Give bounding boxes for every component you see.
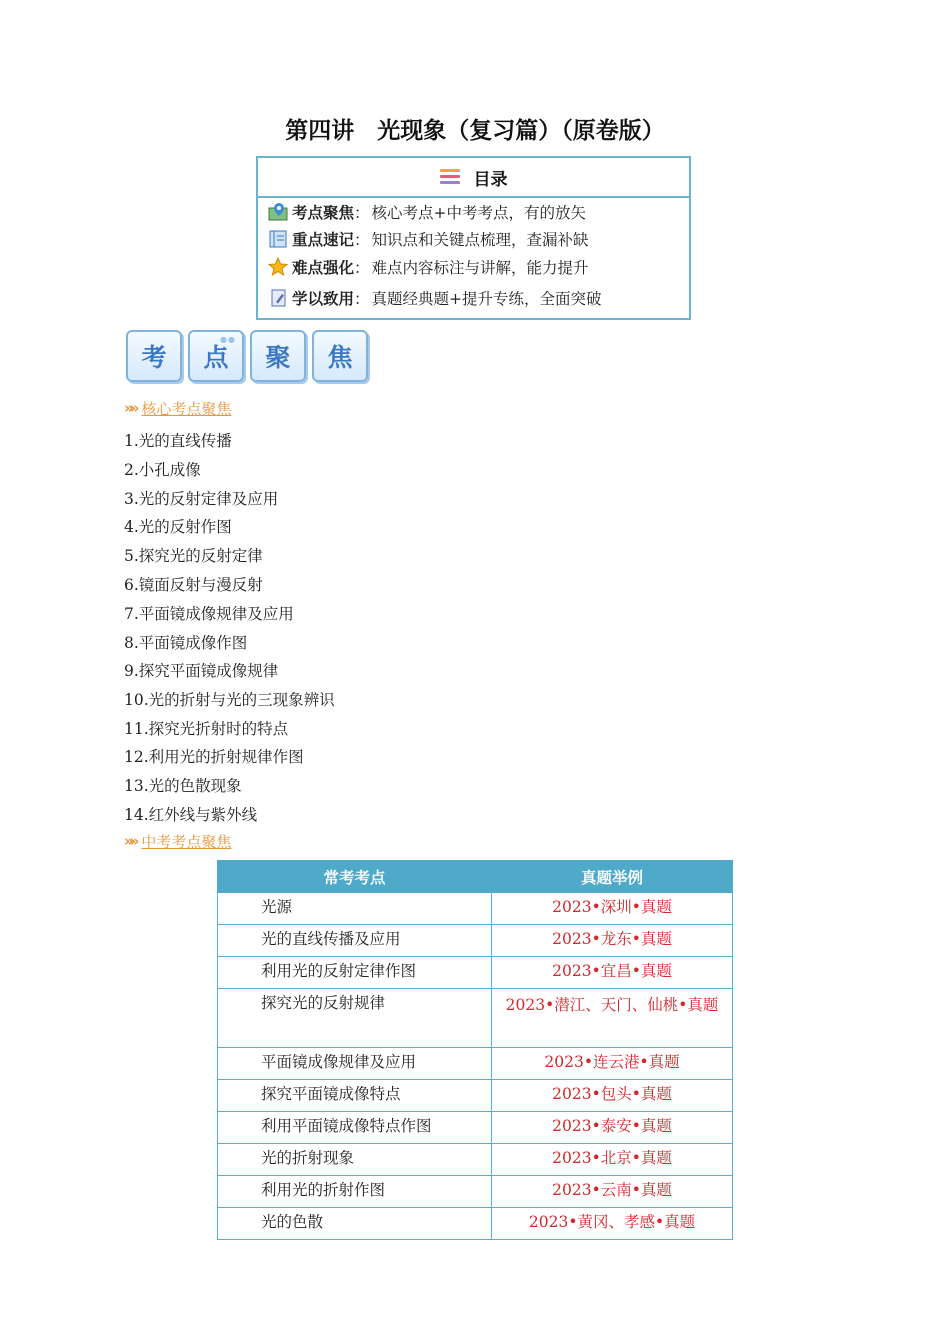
toc-label: 学以致用: [292, 290, 355, 308]
toc-heading: 目录: [473, 169, 508, 190]
exam-points-table: [217, 860, 733, 1240]
table-header-row: [218, 861, 733, 893]
toc-row-1[interactable]: 考点聚焦 ： 核心考点+中考考点，有的放矢: [268, 200, 586, 224]
toc-label: 难点强化: [292, 259, 355, 277]
book-icon: [268, 229, 290, 249]
star-icon: [268, 257, 290, 277]
toc-desc: 知识点和关键点梳理，查漏补缺: [371, 231, 589, 249]
table-row: 光的折射现象 2023•北京•真题: [218, 1144, 733, 1176]
list-item: 7.平面镜成像规律及应用: [124, 605, 294, 623]
table-row: 光源 2023•深圳•真题: [218, 893, 733, 925]
toc-row-4[interactable]: 学以致用 ： 真题经典题+提升专练，全面突破: [268, 286, 602, 310]
table-row: 探究平面镜成像特点 2023•包头•真题: [218, 1080, 733, 1112]
toc-desc: 真题经典题+提升专练，全面突破: [371, 290, 602, 308]
list-item: 8.平面镜成像作图: [124, 634, 248, 652]
list-item: 13.光的色散现象: [124, 777, 242, 795]
toc-header: [258, 158, 689, 198]
list-item: 14.红外线与紫外线: [124, 806, 258, 824]
map-pin-icon: [268, 202, 290, 222]
banner-tile: ●● 点: [188, 330, 244, 382]
exam-section-heading: »» 中考考点聚焦: [124, 832, 232, 851]
toc-desc: 难点内容标注与讲解，能力提升: [371, 259, 589, 277]
page-title: 第四讲 光现象（复习篇）（原卷版）: [285, 118, 665, 144]
edit-note-icon: [268, 288, 290, 308]
table-row: 利用平面镜成像特点作图 2023•泰安•真题: [218, 1112, 733, 1144]
list-item: 6.镜面反射与漫反射: [124, 576, 263, 594]
double-chevron-icon: »»: [124, 832, 136, 850]
toc-box: [256, 156, 691, 320]
list-icon: [440, 169, 460, 185]
double-chevron-icon: »»: [124, 399, 136, 417]
toc-label: 考点聚焦: [292, 204, 355, 222]
list-item: 11.探究光折射时的特点: [124, 720, 289, 738]
banner-tile: 焦: [312, 330, 368, 382]
table-row: 探究光的反射规律 2023•潜江、天门、仙桃•真题: [218, 989, 733, 1048]
toc-row-2[interactable]: 重点速记 ： 知识点和关键点梳理，查漏补缺: [268, 227, 589, 251]
list-item: 12.利用光的折射规律作图: [124, 748, 304, 766]
banner-tile: 考: [126, 330, 182, 382]
column-header: 真题举例: [492, 861, 733, 893]
list-item: 3.光的反射定律及应用: [124, 490, 279, 508]
column-header: 常考考点: [218, 861, 492, 893]
table-row: 光的直线传播及应用 2023•龙东•真题: [218, 925, 733, 957]
toc-label: 重点速记: [292, 231, 355, 249]
core-section-heading: »» 核心考点聚焦: [124, 399, 232, 418]
list-item: 5.探究光的反射定律: [124, 547, 263, 565]
banner-tile: 聚: [250, 330, 306, 382]
list-item: 1.光的直线传播: [124, 432, 232, 450]
toc-row-3[interactable]: 难点强化 ： 难点内容标注与讲解，能力提升: [268, 255, 589, 279]
toc-desc: 核心考点+中考考点，有的放矢: [371, 204, 587, 222]
list-item: 10.光的折射与光的三现象辨识: [124, 691, 335, 709]
table-row: 平面镜成像规律及应用 2023•连云港•真题: [218, 1048, 733, 1080]
table-row: 利用光的反射定律作图 2023•宜昌•真题: [218, 957, 733, 989]
table-row: 利用光的折射作图 2023•云南•真题: [218, 1176, 733, 1208]
list-item: 2.小孔成像: [124, 461, 201, 479]
section-banner: [126, 330, 374, 382]
list-item: 4.光的反射作图: [124, 518, 232, 536]
table-row: 光的色散 2023•黄冈、孝感•真题: [218, 1208, 733, 1240]
list-item: 9.探究平面镜成像规律: [124, 662, 279, 680]
